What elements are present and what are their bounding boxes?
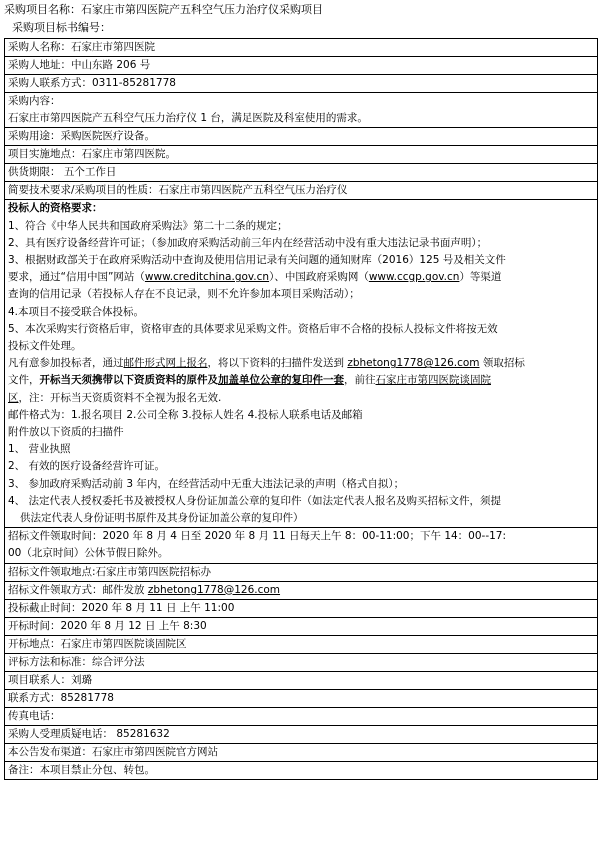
- bid-deadline: 投标截止时间：2020 年 8 月 11 日 上午 11:00: [5, 599, 598, 617]
- text-segment: ）、中国政府采购网（: [269, 271, 369, 284]
- venue-name: 石家庄市第四医院谈固院: [375, 374, 491, 387]
- registration-line-1: [8, 355, 594, 372]
- onsite-requirement: 开标当天须携带以下资质资料的原件及: [39, 374, 218, 387]
- qualification-item-3-end: 查询的信用记录（若投标人存在不良记录，则不允许参加本项目采购活动）；: [8, 288, 360, 301]
- qualification-item-1: 1、符合《中华人民共和国政府采购法》第二十二条的规定；: [8, 219, 288, 232]
- delivery-period: 供货期限： 五个工作日: [5, 164, 598, 182]
- text-segment: ，前往: [344, 374, 376, 387]
- qualification-item-5: 5、本次采购实行资格后审，资格审查的具体要求见采购文件。资格后审不合格的投标人投标文件将按无效: [8, 322, 498, 335]
- bid-opening-place: 开标地点：石家庄市第四医院谈固院区: [5, 635, 598, 653]
- receive-time-line-2: 00（北京时间）公休节假日除外。: [8, 547, 169, 560]
- evaluation-method: 评标方法和标准：综合评分法: [5, 653, 598, 671]
- implementation-location: 项目实施地点：石家庄市第四医院。: [5, 146, 598, 164]
- remark: 备注：本项目禁止分包、转包。: [5, 761, 598, 779]
- text-segment: ）等渠道: [459, 271, 502, 284]
- purchaser-phone: 采购人联系方式：0311-85281778: [5, 75, 598, 93]
- attachment-item-4-cont: 供法定代表人身份证明书原件及其身份证加盖公章的复印件）: [20, 512, 304, 525]
- procurement-purpose: 采购用途：采购医院医疗设备。: [5, 128, 598, 146]
- registration-email-link[interactable]: zbhetong1778@126.com: [347, 357, 480, 370]
- bid-opening-time: 开标时间：2020 年 8 月 12 日 上午 8:30: [5, 617, 598, 635]
- attachment-item-3: 3、 参加政府采购活动前 3 年内，在经营活动中无重大违法记录的声明（格式自拟）；: [8, 477, 405, 490]
- qualification-item-3: 3、根据财政部关于在政府采购活动中查询及使用信用记录有关问题的通知财库（2016）125 号及相关文件: [8, 254, 506, 267]
- contact-phone: 联系方式：85281778: [5, 689, 598, 707]
- qualification-item-4: 4.本项目不接受联合体投标。: [8, 305, 145, 318]
- text-segment: 文件，: [8, 374, 40, 387]
- bidder-qualification: [5, 200, 598, 528]
- text-segment: ，注：开标当天资质资料不全视为报名无效.: [18, 391, 222, 404]
- registration-method: 邮件形式网上报名: [123, 357, 208, 370]
- fax-number: 传真电话：: [5, 707, 598, 725]
- text-segment: 领取招标: [479, 357, 525, 370]
- creditchina-link[interactable]: www.creditchina.gov.cn: [144, 271, 270, 284]
- mail-format: 邮件格式为：1.报名项目 2.公司全称 3.投标人姓名 4.投标人联系电话及邮箱: [8, 408, 363, 421]
- project-contact: 项目联系人：刘璐: [5, 671, 598, 689]
- registration-line-3: [8, 390, 594, 407]
- content-text: 石家庄市第四医院产五科空气压力治疗仪 1 台，满足医院及科室使用的需求。: [8, 112, 368, 125]
- text-segment: 招标文件领取方式：邮件发放: [8, 583, 148, 596]
- text-segment: 要求，通过“信用中国”网站（: [8, 271, 145, 284]
- bid-number-line: 采购项目标书编号：: [12, 21, 111, 34]
- purchaser-address: 采购人地址：中山东路 206 号: [5, 57, 598, 75]
- qualification-item-3-cont: [8, 269, 594, 286]
- qualification-item-2: 2、具有医疗设备经营许可证；（参加政府采购活动前三年内在经营活动中没有重大违法记录书面声明）；: [8, 236, 488, 249]
- receive-time-line-1: 招标文件领取时间：2020 年 8 月 4 日至 2020 年 8 月 11 日每天上午 8：00-11:00；下午 14：00--17:: [8, 530, 507, 543]
- text-segment: ，将以下资料的扫描件发送到: [207, 357, 348, 370]
- purchaser-name: 采购人名称：石家庄市第四医院: [5, 39, 598, 57]
- onsite-copy-requirement: 加盖单位公章的复印件一套: [218, 374, 344, 387]
- document-receive-method: [5, 581, 598, 599]
- qualification-item-5-cont: 投标文件处理。: [8, 340, 82, 353]
- inquiry-phone: 采购人受理质疑电话： 85281632: [5, 725, 598, 743]
- content-label: 采购内容：: [8, 95, 61, 107]
- qualification-title: 投标人的资格要求：: [8, 202, 103, 215]
- attachments-title: 附件放以下资质的扫描件: [8, 426, 124, 439]
- document-receive-time: [5, 528, 598, 563]
- attachment-item-4: 4、 法定代表人授权委托书及被授权人身份证加盖公章的复印件（如法定代表人报名及购买招标文件，须提: [8, 494, 502, 507]
- publish-channel: 本公告发布渠道：石家庄市第四医院官方网站: [5, 743, 598, 761]
- ccgp-link[interactable]: www.ccgp.gov.cn: [368, 271, 460, 284]
- procurement-content: [5, 93, 598, 128]
- attachment-item-1: 1、 营业执照: [8, 443, 71, 456]
- technical-requirements: 简要技术要求/采购项目的性质：石家庄市第四医院产五科空气压力治疗仪: [5, 182, 598, 200]
- document-receive-place: 招标文件领取地点:石家庄市第四医院招标办: [5, 563, 598, 581]
- registration-line-2: [8, 372, 594, 389]
- venue-name-end: 区: [8, 391, 19, 404]
- attachment-item-2: 2、 有效的医疗设备经营许可证。: [8, 460, 166, 473]
- receive-email-link[interactable]: zbhetong1778@126.com: [147, 583, 281, 596]
- text-segment: 凡有意参加投标者，通过: [8, 357, 124, 370]
- project-name-line: 采购项目名称：石家庄市第四医院产五科空气压力治疗仪采购项目: [4, 3, 323, 16]
- procurement-info-table: [4, 38, 598, 780]
